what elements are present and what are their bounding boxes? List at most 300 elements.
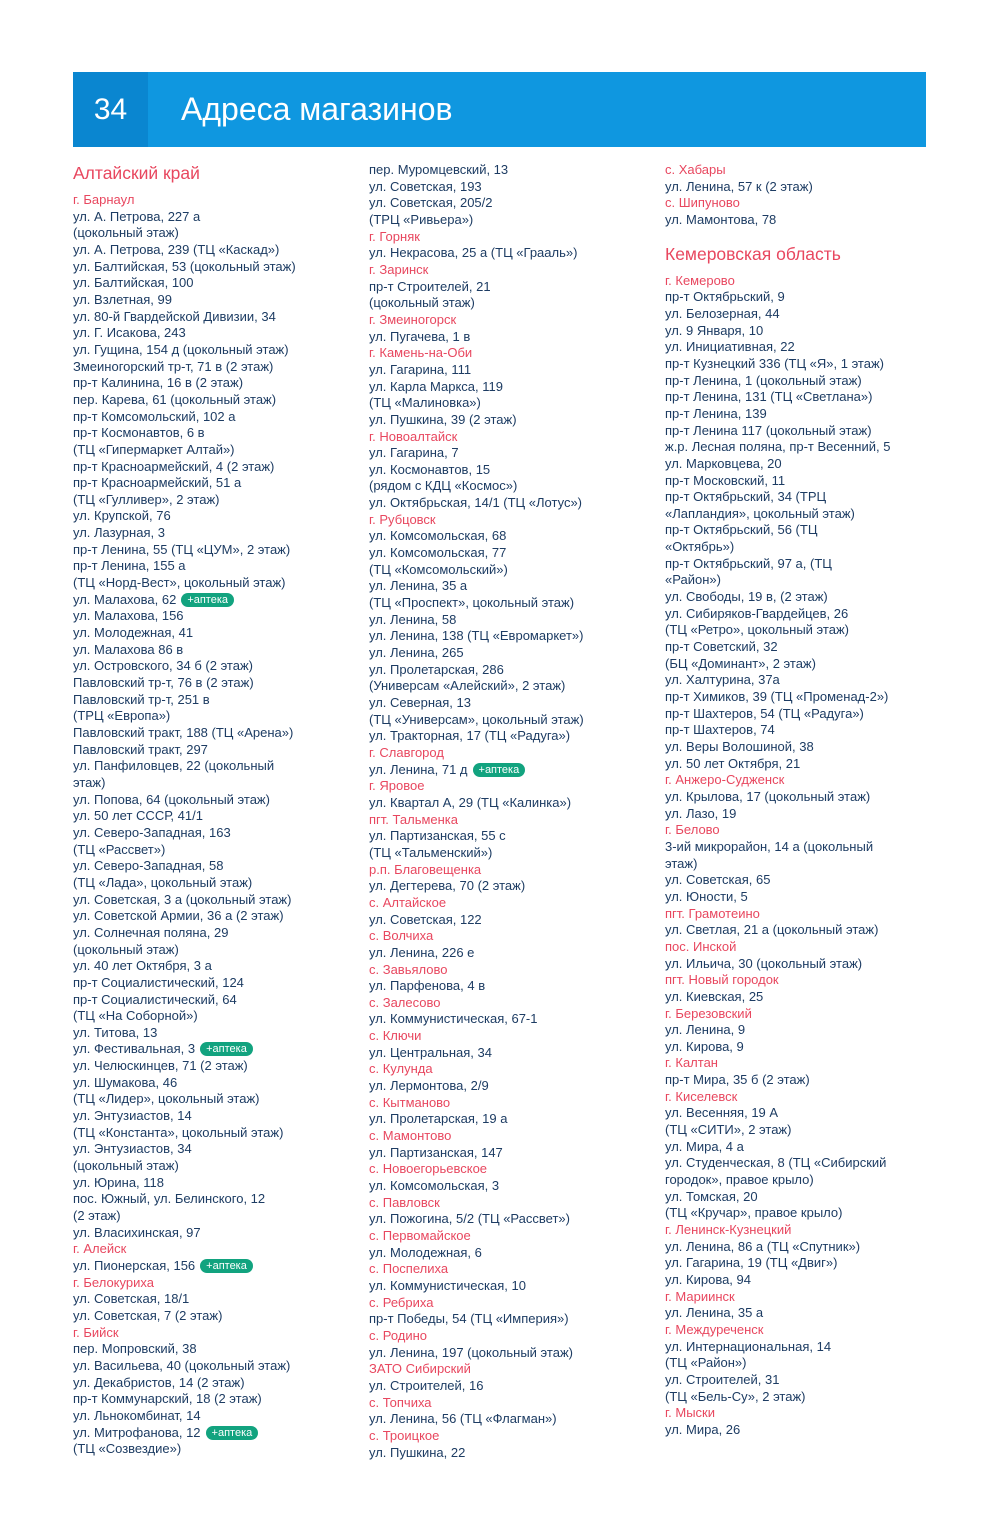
address-line (73, 642, 353, 659)
address-text: ул. Весенняя, 19 А (665, 1105, 779, 1121)
address-text: ул. Кирова, 94 (665, 1272, 751, 1287)
address-text: с. Новоегорьевское (369, 1161, 488, 1177)
city-heading (369, 928, 654, 945)
address-line (665, 1205, 945, 1222)
address-text: ул. Малахова 86 в (73, 641, 184, 657)
address-text: ул. Малахова, 62 (73, 591, 177, 607)
address-line (369, 412, 654, 429)
address-line (369, 595, 654, 612)
address-text: ул. Фестивальная, 3 (73, 1041, 196, 1057)
city-heading (73, 1325, 353, 1342)
address-line (665, 989, 945, 1006)
address-line (73, 1125, 353, 1142)
address-text: ул. Пролетарская, 19 а (369, 1111, 508, 1127)
address-line (369, 1078, 654, 1095)
address-line (665, 423, 945, 440)
address-text: ул. Ленина, 71 д (369, 761, 468, 777)
address-text: (ТЦ «Ретро», цокольный этаж) (665, 622, 849, 638)
address-text: г. Ленинск-Кузнецкий (665, 1222, 792, 1238)
address-line (73, 508, 353, 525)
address-text: г. Новоалтайск (369, 428, 458, 444)
address-text: ул. Дегтерева, 70 (2 этаж) (369, 878, 526, 894)
city-heading (369, 812, 654, 829)
address-line (369, 1445, 654, 1462)
address-text: ул. Советская, 122 (369, 911, 482, 927)
address-line (665, 506, 945, 523)
address-line (369, 329, 654, 346)
address-text: ул. Льнокомбинат, 14 (73, 1407, 201, 1423)
address-line (369, 1345, 654, 1362)
address-line (665, 1305, 945, 1322)
address-text: ул. Лазо, 19 (665, 805, 737, 821)
address-line (665, 556, 945, 573)
address-text: ул. Парфенова, 4 в (369, 978, 486, 994)
address-line (73, 242, 353, 259)
address-text: с. Волчиха (369, 928, 434, 944)
address-text: ул. Власихинская, 97 (73, 1224, 201, 1240)
city-heading (369, 995, 654, 1012)
address-column-1 (73, 162, 353, 1458)
address-line (73, 1175, 353, 1192)
address-line (73, 992, 353, 1009)
address-column-3 (665, 162, 945, 1439)
address-text: ул. 9 Января, 10 (665, 322, 764, 338)
address-text: ул. Халтурина, 37а (665, 672, 780, 688)
city-heading (369, 429, 654, 446)
pharmacy-badge: +аптека (181, 593, 234, 607)
address-text: ул. Молодежная, 6 (369, 1244, 482, 1260)
address-line (73, 742, 353, 759)
address-text: (ТРЦ «Европа») (73, 708, 171, 724)
address-text: Павловский тракт, 297 (73, 741, 208, 757)
address-text: ул. Пушкина, 22 (369, 1444, 466, 1460)
address-line (665, 289, 945, 306)
address-line (369, 645, 654, 662)
address-line (665, 689, 945, 706)
address-line (369, 1411, 654, 1428)
address-text: (ТЦ «Район») (665, 1355, 747, 1371)
page-title: Адреса магазинов (181, 91, 453, 127)
address-line (73, 475, 353, 492)
address-text: с. Родино (369, 1327, 428, 1343)
address-line (73, 442, 353, 459)
address-text: ул. Шумакова, 46 (73, 1074, 178, 1090)
address-text: (ТРЦ «Ривьера») (369, 211, 474, 227)
address-text: с. Мамонтово (369, 1128, 452, 1144)
address-line (369, 1111, 654, 1128)
address-text: ул. Партизанская, 55 с (369, 828, 506, 844)
address-text: ул. Молодежная, 41 (73, 625, 194, 641)
address-line (665, 489, 945, 506)
address-line (369, 212, 654, 229)
address-line (73, 1441, 353, 1458)
address-text: ул. Марковцева, 20 (665, 455, 782, 471)
address-text: ул. 40 лет Октября, 3 а (73, 958, 212, 974)
city-heading (369, 862, 654, 879)
address-line (665, 622, 945, 639)
address-line (369, 1178, 654, 1195)
address-text: пр-т Ленина 117 (цокольный этаж) (665, 422, 872, 438)
address-text: Павловский тр-т, 251 в (73, 691, 210, 707)
address-text: ул. Ленина, 35 а (665, 1305, 764, 1321)
address-text: ул. Строителей, 31 (665, 1371, 780, 1387)
address-text: пр-т Космонавтов, 6 в (73, 425, 205, 441)
address-column-2 (369, 162, 654, 1461)
address-line (665, 639, 945, 656)
address-text: ул. Партизанская, 147 (369, 1144, 503, 1160)
address-text: г. Калтан (665, 1055, 718, 1071)
address-line (73, 1258, 353, 1275)
address-line (73, 558, 353, 575)
address-text: ул. Коммунистическая, 10 (369, 1277, 526, 1293)
address-line (369, 728, 654, 745)
address-text: ул. Октябрьская, 14/1 (ТЦ «Лотус») (369, 495, 583, 511)
page-number: 34 (73, 72, 148, 147)
city-heading (369, 1061, 654, 1078)
address-text: ул. Ленина, 57 к (2 этаж) (665, 178, 813, 194)
address-text: ул. Ленина, 56 (ТЦ «Флагман») (369, 1411, 557, 1427)
address-text: ул. Коммунистическая, 67-1 (369, 1011, 538, 1027)
address-text: ул. Крылова, 17 (цокольный этаж) (665, 788, 871, 804)
address-text: пер. Мопровский, 38 (73, 1341, 197, 1357)
address-line (369, 1245, 654, 1262)
address-line (665, 672, 945, 689)
address-text: (ТЦ «Комсомольский») (369, 561, 508, 577)
address-line (665, 1189, 945, 1206)
address-text: ул. Солнечная поляна, 29 (73, 924, 229, 940)
address-line (665, 606, 945, 623)
address-line (73, 1058, 353, 1075)
city-heading (369, 1228, 654, 1245)
city-heading (369, 1195, 654, 1212)
address-text: (цокольный этаж) (73, 225, 179, 241)
address-line (665, 1355, 945, 1372)
city-heading (369, 1128, 654, 1145)
address-line (73, 225, 353, 242)
address-line (665, 1105, 945, 1122)
address-text: ул. Советская, 65 (665, 872, 771, 888)
address-line (73, 209, 353, 226)
address-text: пр-т Комсомольский, 102 а (73, 408, 236, 424)
address-line (665, 722, 945, 739)
address-text: «Район») (665, 572, 721, 588)
city-heading (369, 512, 654, 529)
address-text: пр-т Химиков, 39 (ТЦ «Променад-2») (665, 689, 889, 705)
city-heading (369, 1295, 654, 1312)
address-line (369, 1278, 654, 1295)
address-line (369, 379, 654, 396)
address-line (665, 956, 945, 973)
address-line (73, 392, 353, 409)
city-heading (665, 772, 945, 789)
address-text: пер. Карева, 61 (цокольный этаж) (73, 391, 277, 407)
address-line (665, 1422, 945, 1439)
address-text: ул. Студенческая, 8 (ТЦ «Сибирский (665, 1155, 887, 1171)
address-line (665, 1122, 945, 1139)
address-line (369, 362, 654, 379)
city-heading (665, 1322, 945, 1339)
address-line (665, 179, 945, 196)
address-text: с. Первомайское (369, 1228, 471, 1243)
address-line (665, 806, 945, 823)
address-text: ул. Светлая, 21 а (цокольный этаж) (665, 922, 879, 938)
address-line (73, 975, 353, 992)
address-line (73, 259, 353, 276)
address-line (73, 542, 353, 559)
address-text: пр-т Калинина, 16 в (2 этаж) (73, 375, 244, 391)
city-heading (369, 1095, 654, 1112)
address-text: (цокольный этаж) (73, 941, 179, 957)
city-heading (369, 962, 654, 979)
address-line (73, 592, 353, 609)
city-heading (665, 162, 945, 179)
address-text: пр-т Шахтеров, 74 (665, 722, 775, 738)
address-text: (ТЦ «Норд-Вест», цокольный этаж) (73, 575, 286, 591)
address-text: (Универсам «Алейский», 2 этаж) (369, 678, 566, 694)
address-line (665, 212, 945, 229)
address-text: ул. Гагарина, 7 (369, 445, 459, 461)
address-text: с. Алтайское (369, 894, 447, 910)
address-line (665, 389, 945, 406)
address-text: пр-т Октябрьский, 9 (665, 289, 785, 305)
address-line (665, 889, 945, 906)
address-line (73, 858, 353, 875)
address-text: ул. Крупской, 76 (73, 508, 171, 524)
address-text: (ТЦ «Бель-Су», 2 этаж) (665, 1388, 806, 1404)
address-text: ул. Советская, 205/2 (369, 195, 493, 211)
address-text: ул. Ленина, 265 (369, 645, 464, 661)
address-line (73, 1041, 353, 1058)
address-line (73, 1341, 353, 1358)
address-text: пр-т Октябрьский, 97 а, (ТЦ (665, 555, 832, 571)
city-heading (369, 262, 654, 279)
address-line (73, 492, 353, 509)
address-text: ул. Советская, 193 (369, 178, 482, 194)
address-line (369, 678, 654, 695)
address-line (665, 656, 945, 673)
address-line (665, 756, 945, 773)
city-heading (665, 1006, 945, 1023)
address-text: (ТЦ «Кручар», правое крыло) (665, 1205, 843, 1221)
address-text: г. Кемерово (665, 272, 735, 288)
address-text: с. Шипуново (665, 195, 740, 211)
address-line (73, 775, 353, 792)
address-line (73, 1075, 353, 1092)
address-text: 3-ий микрорайон, 14 а (цокольный (665, 838, 874, 854)
address-text: ул. Ильича, 30 (цокольный этаж) (665, 955, 863, 971)
address-text: ул. Тракторная, 17 (ТЦ «Радуга») (369, 728, 571, 744)
city-heading (369, 1028, 654, 1045)
address-line (73, 309, 353, 326)
address-text: ул. А. Петрова, 239 (ТЦ «Каскад») (73, 241, 280, 257)
address-line (73, 925, 353, 942)
address-text: (ТЦ «Проспект», цокольный этаж) (369, 595, 575, 611)
address-line (665, 306, 945, 323)
page-header (73, 72, 926, 147)
address-text: г. Барнаул (73, 192, 135, 207)
address-line (73, 325, 353, 342)
address-line (73, 692, 353, 709)
address-line (665, 1039, 945, 1056)
address-text: Кемеровская область (665, 243, 841, 264)
address-text: ул. Пугачева, 1 в (369, 328, 471, 344)
address-line (73, 675, 353, 692)
address-line (73, 1425, 353, 1442)
address-line (73, 875, 353, 892)
address-text: ул. Ленина, 86 а (ТЦ «Спутник») (665, 1238, 861, 1254)
address-text: с. Хабары (665, 162, 726, 177)
address-text: пр-т Ленина, 139 (665, 405, 767, 421)
address-text: ул. Юности, 5 (665, 888, 748, 904)
address-line (73, 1091, 353, 1108)
address-line (73, 625, 353, 642)
address-text: г. Яровое (369, 778, 425, 794)
address-text: «Октябрь») (665, 539, 735, 555)
address-line (73, 708, 353, 725)
address-line (369, 1145, 654, 1162)
address-line (369, 878, 654, 895)
city-heading (369, 1395, 654, 1412)
address-line (665, 1389, 945, 1406)
city-heading (665, 972, 945, 989)
address-text: ул. Лермонтова, 2/9 (369, 1078, 489, 1094)
address-text: ул. Пожогина, 5/2 (ТЦ «Рассвет») (369, 1211, 570, 1227)
address-line (369, 1311, 654, 1328)
city-heading (665, 1405, 945, 1422)
address-text: ул. Энтузиастов, 34 (73, 1141, 192, 1157)
address-text: этаж) (73, 774, 106, 790)
address-text: (ТЦ «Лада», цокольный этаж) (73, 874, 253, 890)
address-line (369, 478, 654, 495)
address-line (369, 1211, 654, 1228)
address-text: г. Змеиногорск (369, 311, 457, 327)
address-text: ул. Ленина, 35 а (369, 578, 468, 594)
address-line (665, 539, 945, 556)
pharmacy-badge: +аптека (206, 1426, 259, 1440)
address-text: пр-т Советский, 32 (665, 639, 778, 655)
address-line (665, 356, 945, 373)
address-line (73, 342, 353, 359)
address-text: пер. Муромцевский, 13 (369, 162, 509, 177)
address-text: ул. Белозерная, 44 (665, 305, 780, 321)
address-line (369, 695, 654, 712)
address-line (665, 839, 945, 856)
address-line (665, 856, 945, 873)
address-text: пр-т Социалистический, 64 (73, 991, 237, 1007)
city-heading (369, 1261, 654, 1278)
address-line (73, 608, 353, 625)
address-line (73, 1008, 353, 1025)
address-text: ул. Юрина, 118 (73, 1174, 165, 1190)
address-line (369, 279, 654, 296)
address-text: (ТЦ «Малиновка») (369, 395, 481, 411)
city-heading (369, 312, 654, 329)
city-heading (369, 895, 654, 912)
address-text: ул. Киевская, 25 (665, 988, 764, 1004)
address-text: (цокольный этаж) (73, 1158, 179, 1174)
address-text: ул. Карла Маркса, 119 (369, 378, 503, 394)
address-text: ул. Панфиловцев, 22 (цокольный (73, 758, 275, 774)
address-text: ж.р. Лесная поляна, пр-т Весенний, 5 (665, 439, 891, 455)
address-line (665, 456, 945, 473)
city-heading (665, 822, 945, 839)
address-text: ул. Пионерская, 156 (73, 1258, 196, 1273)
address-line (369, 612, 654, 629)
address-line (73, 1308, 353, 1325)
address-text: ул. Веры Волошиной, 38 (665, 739, 814, 754)
address-line (369, 1011, 654, 1028)
address-text: этаж) (665, 855, 698, 871)
address-line (73, 1375, 353, 1392)
address-line (369, 462, 654, 479)
address-text: ул. 80-й Гвардейской Дивизии, 34 (73, 308, 276, 324)
city-heading (73, 1241, 353, 1258)
address-line (369, 945, 654, 962)
address-text: ул. Комсомольская, 68 (369, 528, 507, 544)
address-text: Алтайский край (73, 163, 200, 183)
address-text: (ТЦ «Гулливер», 2 этаж) (73, 491, 220, 507)
address-line (665, 1172, 945, 1189)
address-text: пр-т Ленина, 155 а (73, 558, 186, 574)
address-line (369, 762, 654, 779)
address-line (73, 1391, 353, 1408)
pharmacy-badge: +аптека (473, 763, 526, 777)
address-text: ул. А. Петрова, 227 а (73, 208, 201, 224)
address-text: г. Бийск (73, 1324, 119, 1340)
address-text: (цокольный этаж) (369, 295, 475, 311)
address-text: ул. Советская, 7 (2 этаж) (73, 1307, 223, 1323)
address-line (73, 1408, 353, 1425)
address-text: ул. 50 лет СССР, 41/1 (73, 808, 203, 824)
address-text: с. Кытманово (369, 1094, 451, 1110)
address-text: ул. Томская, 20 (665, 1188, 758, 1204)
address-line (369, 1378, 654, 1395)
city-heading (369, 1328, 654, 1345)
address-text: ул. Мамонтова, 78 (665, 211, 777, 227)
address-text: ул. Комсомольская, 77 (369, 545, 507, 561)
address-text: г. Заринск (369, 261, 429, 277)
address-text: (ТЦ «СИТИ», 2 этаж) (665, 1122, 792, 1138)
address-line (73, 275, 353, 292)
address-line (369, 795, 654, 812)
address-line (369, 395, 654, 412)
address-text: ул. Строителей, 16 (369, 1377, 484, 1393)
pharmacy-badge: +аптека (200, 1259, 253, 1273)
address-line (369, 912, 654, 929)
address-line (369, 495, 654, 512)
address-line (665, 789, 945, 806)
address-text: ул. Ленина, 197 (цокольный этаж) (369, 1344, 573, 1360)
address-text: с. Кулунда (369, 1061, 433, 1077)
address-text: г. Камень-на-Оби (369, 345, 473, 361)
address-text: ул. Северо-Западная, 58 (73, 858, 224, 874)
address-line (665, 1022, 945, 1039)
address-line (665, 1155, 945, 1172)
address-text: ул. Лазурная, 3 (73, 525, 165, 541)
address-line (73, 792, 353, 809)
city-heading (73, 1275, 353, 1292)
address-text: ул. Ленина, 226 е (369, 944, 475, 960)
address-text: ул. Северная, 13 (369, 695, 471, 710)
address-text: ул. Сибиряков-Гвардейцев, 26 (665, 605, 849, 621)
address-text: ул. Островского, 34 б (2 этаж) (73, 658, 253, 674)
address-text: (ТЦ «Гипермаркет Алтай») (73, 441, 235, 457)
address-line (73, 942, 353, 959)
address-line (369, 978, 654, 995)
address-line (73, 1158, 353, 1175)
city-heading (665, 1089, 945, 1106)
address-line (369, 162, 654, 179)
